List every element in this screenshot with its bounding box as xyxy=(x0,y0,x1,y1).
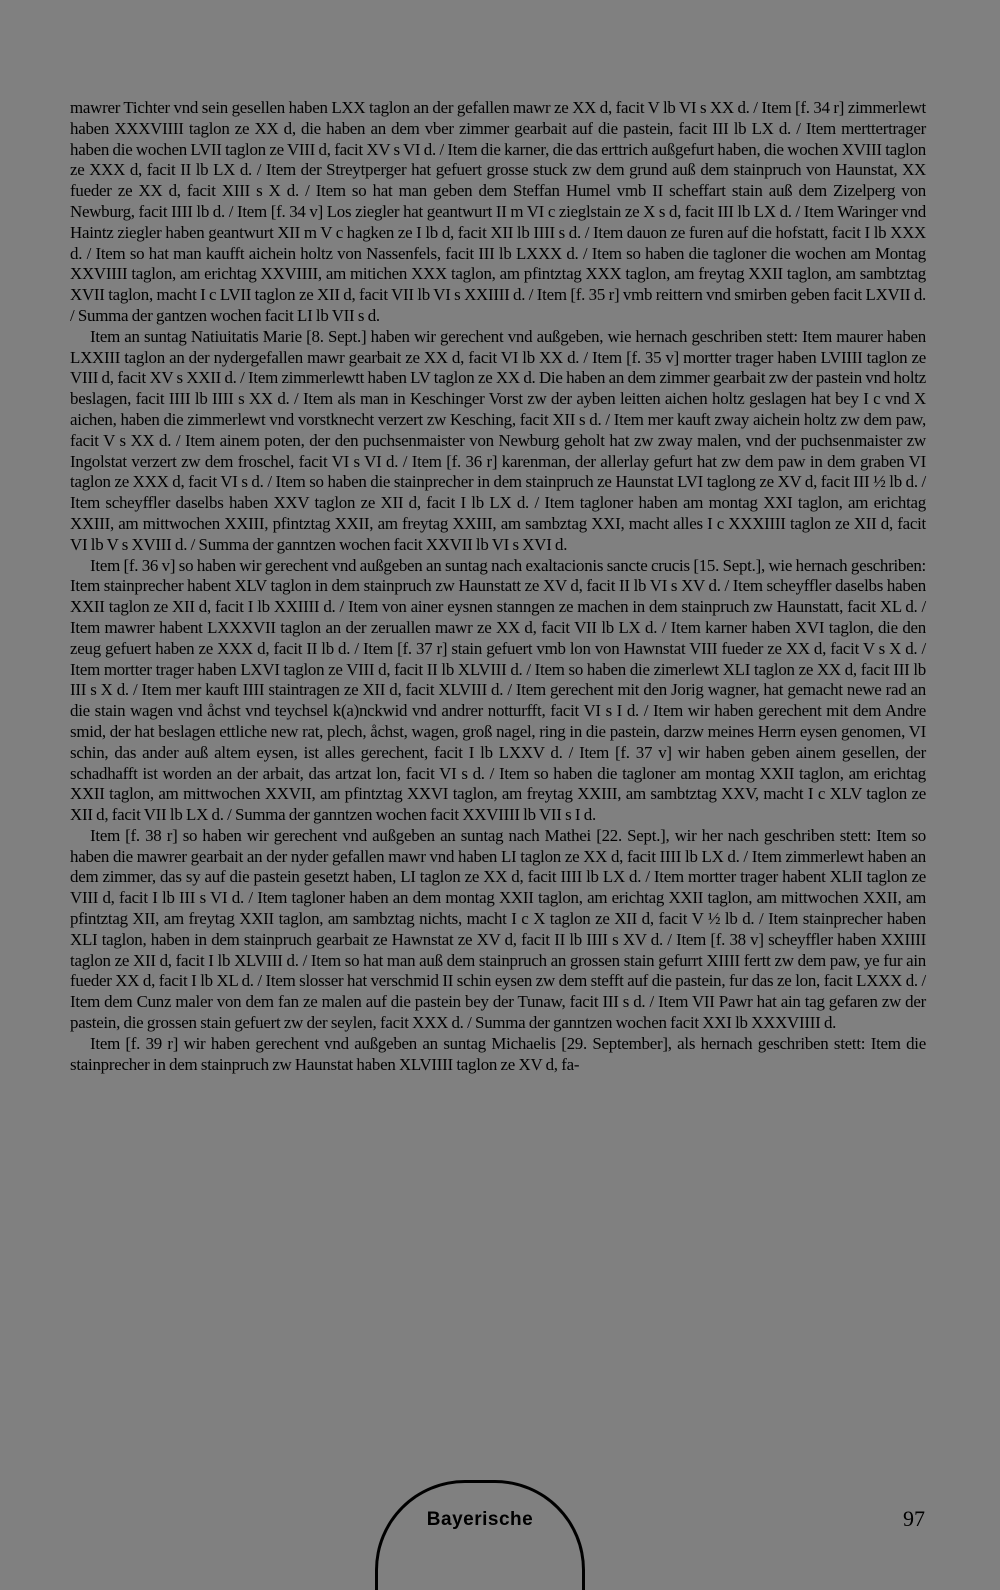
paragraph-2: Item an suntag Natiuitatis Marie [8. Sept.] haben wir gerechent vnd außgeben, wie hernach geschriben stett: Item maurer haben LXXIII taglon an der nydergefallen mawr gearbait ze XX d, facit VI lb XX d. / Item [f. 35 v] mortter trager haben LVIIII taglon ze VIII d, facit XV s XXII d. / Item zimmerlewtt haben LV taglon ze XX d. Die haben an dem zimmer gearbait zw der pastein vnd holtz beslagen, facit IIII lb IIII s XX d. / Item als man in Keschinger Vorst zw der ayben leitten aichen holtz geslagen hat bey I c vnd X aichen, haben die zimmerlewt vnd vorstknecht verzert zw Kesching, facit XII s d. / Item mer kauft zway aichein holtz zw dem paw, facit V s XX d. / Item ainem poten, der den puchsenmaister von Newburg geholt hat zw zway malen, vnd der puchsenmaister zw Ingolstat verzert zw dem froschel, facit VI s VI d. / Item [f. 36 r] karenman, der allerlay gefurt hat zw dem paw in dem graben VI taglon ze XXX d, facit VI s d. / Item so haben die stainprecher in dem stainpruch ze Haunstat LVI taglong ze XV d, facit III ½ lb d. / Item scheyffler daselbs haben XXV taglon ze XII d, facit I lb LX d. / Item tagloner haben am montag XXI taglon, am erichtag XXIII, am mittwochen XXIII, pfintztag XXII, am freytag XXIII, am sambztag XXI, macht alles I c XXXIIII taglon ze XII d, facit VI lb V s XVIII d. / Summa der ganntzen wochen facit XXVII lb VI s XVI d. xyxy=(70,326,926,554)
paragraph-3: Item [f. 36 v] so haben wir gerechent vnd außgeben an suntag nach exaltacionis sancte crucis [15. Sept.], wie hernach geschriben: Item stainprecher habent XLV taglon in dem stainpruch zw Haunstatt ze XV d, facit II lb VI s XV d. / Item scheyffler daselbs haben XXII taglon ze XII d, facit I lb XXIIII d. / Item von ainer eysnen stanngen ze machen in dem stainpruch zw Haunstatt, facit XL d. / Item mawrer habent LXXXVII taglon an der zeruallen mawr ze XX d, facit VII lb LX d. / Item karner haben XVI taglon, die den zeug gefuert haben ze XXX d, facit II lb d. / Item [f. 37 r] stain gefuert vmb lon von Hawnstat VIII fueder ze XX d, facit V s X d. / Item mortter trager haben LXVI taglon ze VIII d, facit II lb XLVIII d. / Item so haben die zimerlewt XLI taglon ze XX d, facit III lb III s X d. / Item mer kauft IIII staintragen ze XII d, facit XLVIII d. / Item gerechent mit den Jorig wagner, hat gemacht newe rad an die stain wagen vnd åchst vnd teychsel k(a)nckwid vnd andrer notturfft, facit VI s I d. / Item wir haben gerechent mit dem Andre smid, der hat beslagen ettliche new rat, plech, åchst, wagen, groß nagel, ring in die pastein, darzw meines Herrn eysen genomen, VI schin, das ander auß altem eysen, ist alles gerechent, facit I lb LXXV d. / Item [f. 37 v] wir haben geben ainem gesellen, der schadhafft ist worden an der arbait, das artzat lon, facit VI s d. / Item so haben die tagloner am montag XXII taglon, am erichtag XXII taglon, am mittwochen XXVII, am pfintztag XXVI taglon, am freytag XXIII, am sambtztag XXV, macht I c XLV taglon ze XII d, facit VII lb LX d. / Summa der ganntzen wochen facit XXVIIII lb VII s I d. xyxy=(70,555,926,825)
library-stamp xyxy=(375,1480,585,1590)
stamp-text: Bayerische xyxy=(426,1509,534,1530)
paragraph-5: Item [f. 39 r] wir haben gerechent vnd außgeben an suntag Michaelis [29. September], als hernach geschriben stett: Item die stainprecher in dem stainpruch zw Haunstat haben XLVIIII taglon ze XV d, fa- xyxy=(70,1033,926,1074)
page-body-text xyxy=(70,98,926,1075)
paragraph-1: mawrer Tichter vnd sein gesellen haben LXX taglon an der gefallen mawr ze XX d, facit V lb VI s XX d. / Item [f. 34 r] zimmerlewt haben XXXVIIII taglon ze XX d, die haben an dem vber zimmer gearbait auf die pastein, facit III lb LX d. / Item merttertrager haben die wochen LVII taglon ze VIII d, facit XV s VI d. / Item die karner, die das erttrich außgefurt haben, die wochen XVIII taglon ze XXX d, facit II lb LX d. / Item der Streytperger hat gefuert grosse stuck zw dem grund auß dem stainpruch von Haunstat, XX fueder ze XX d, facit XIII s X d. / Item so hat man geben dem Steffan Humel vmb II scheffart stain auß dem Zizelperg von Newburg, facit IIII lb d. / Item [f. 34 v] Los ziegler hat geantwurt II m VI c zieglstain ze X s d, facit III lb LX d. / Item Waringer vnd Haintz ziegler haben geantwurt XII m V c hagken ze I lb d, facit XII lb IIII s d. / Item dauon ze furen auf die hofstatt, facit I lb XXX d. / Item so hat man kaufft aichein holtz von Nassenfels, facit III lb LXXX d. / Item so haben die tagloner die wochen am Montag XXVIIII taglon, am erichtag XXVIIII, am mitichen XXX taglon, am pfintztag XXX taglon, am freytag XXII taglon, am sambtztag XVII taglon, macht I c LVII taglon ze XII d, facit VII lb VI s XXIIII d. / Item [f. 35 r] vmb reittern vnd smirben geben facit LXVII d. / Summa der gantzen wochen facit LI lb VII s d. xyxy=(70,98,926,325)
paragraph-4: Item [f. 38 r] so haben wir gerechent vnd außgeben an suntag nach Mathei [22. Sept.], wir her nach geschriben stett: Item so haben die mawrer gearbait an der nyder gefallen mawr vnd haben LI taglon ze XX d, facit IIII lb LX d. / Item zimmerlewt haben an dem zimmer, das sy auf die pastein gesetzt haben, LI taglon ze XX d, facit IIII lb LX d. / Item mortter trager habent XLII taglon ze VIII d, facit I lb III s VI d. / Item tagloner haben an dem montag XXII taglon, am erichtag XXII taglon, am mittwochen XXII, am pfintztag XII, am freytag XXII taglon, am sambztag nichts, macht I c X taglon ze XII d, facit V ½ lb d. / Item stainprecher haben XLI taglon, haben in dem stainpruch gearbait ze Hawnstat ze XV d, facit II lb IIII s XV d. / Item [f. 38 v] scheyffler haben XXIIII taglon ze XII d, facit I lb XLVIII d. / Item so hat man auß dem stainpruch an grossen stain gefurrt XIIII fertt zw dem paw, ye fur ain fueder XX d, facit I lb XL d. / Item slosser hat verschmid II schin eysen zw dem stefft auf die pastein, fur das ze lon, facit LXXX d. / Item dem Cunz maler von dem fan ze malen auf die pastein bey der Tunaw, facit III s d. / Item VII Pawr hat ain tag gefaren zw der pastein, die grossen stain gefuert zw der seylen, facit XXX d. / Summa der ganntzen wochen facit XXI lb XXXVIIII d. xyxy=(70,825,926,1033)
page-number: 97 xyxy=(903,1506,925,1531)
